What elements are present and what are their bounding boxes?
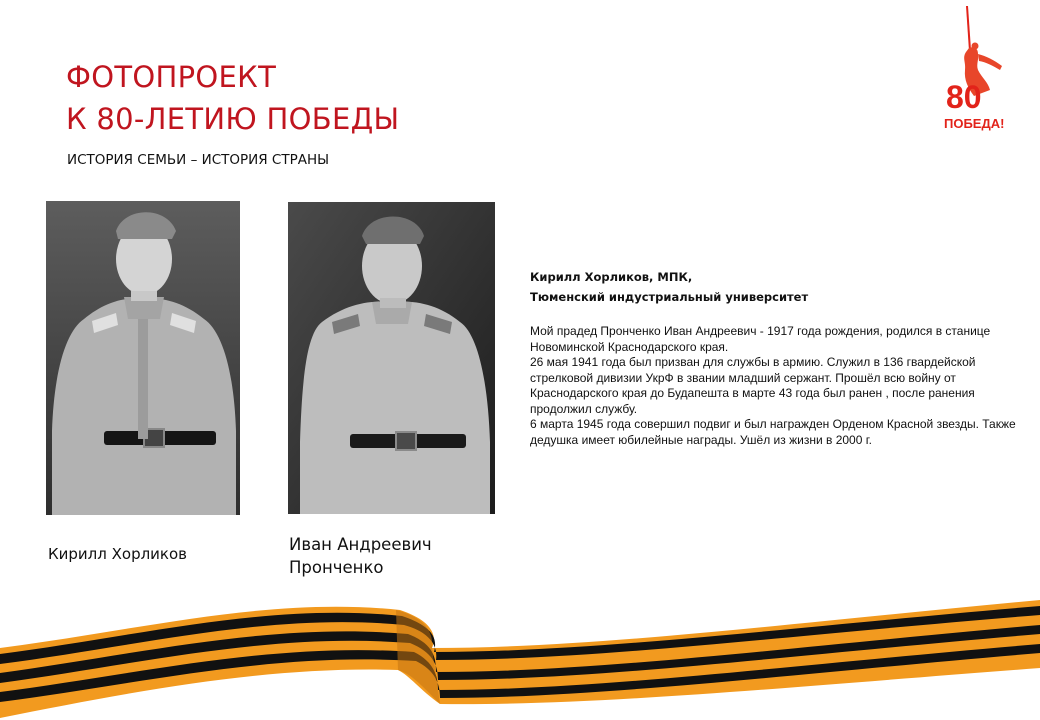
photo-kirill <box>46 201 240 515</box>
ribbon-body <box>0 600 1040 718</box>
story-paragraph: Мой прадед Пронченко Иван Андреевич - 1917 года рождения, родился в станице Новоминской Краснодарского края. <box>530 324 991 354</box>
photo-caption-kirill: Кирилл Хорликов <box>48 545 187 563</box>
st-george-ribbon <box>0 570 1040 720</box>
story-text <box>530 324 1020 448</box>
page-title-line-1: ФОТОПРОЕКТ <box>66 60 277 94</box>
photo-ivan <box>288 202 495 514</box>
photo-caption-ivan-line-2: Пронченко <box>289 558 384 577</box>
author-name: Кирилл Хорликов, МПК, <box>530 270 693 284</box>
story-paragraph: 26 мая 1941 года был призван для службы в армию. Служил в 136 гвардейской стрелковой дивизии УкрФ в звании младший сержант. Прошёл всю войну от Краснодарского края до Будапешта в марте 43 года был ранен , после ранения продолжил службу. <box>530 355 976 416</box>
victory-80-logo <box>938 4 1016 138</box>
logo-word: ПОБЕДА! <box>944 116 1005 131</box>
page-title-line-2: К 80-ЛЕТИЮ ПОБЕДЫ <box>66 102 400 136</box>
author-university: Тюменский индустриальный университет <box>530 290 809 304</box>
photo-caption-ivan-line-1: Иван Андреевич <box>289 535 432 554</box>
page-title <box>66 56 399 140</box>
logo-number: 80 <box>946 79 982 115</box>
story-paragraph: 6 марта 1945 года совершил подвиг и был награжден Орденом Красной звезды. Также дедушка имеет юбилейные награды. Ушёл из жизни в 2000 г. <box>530 417 1016 447</box>
author-block <box>530 267 1010 307</box>
page-subtitle: ИСТОРИЯ СЕМЬИ – ИСТОРИЯ СТРАНЫ <box>67 152 330 168</box>
